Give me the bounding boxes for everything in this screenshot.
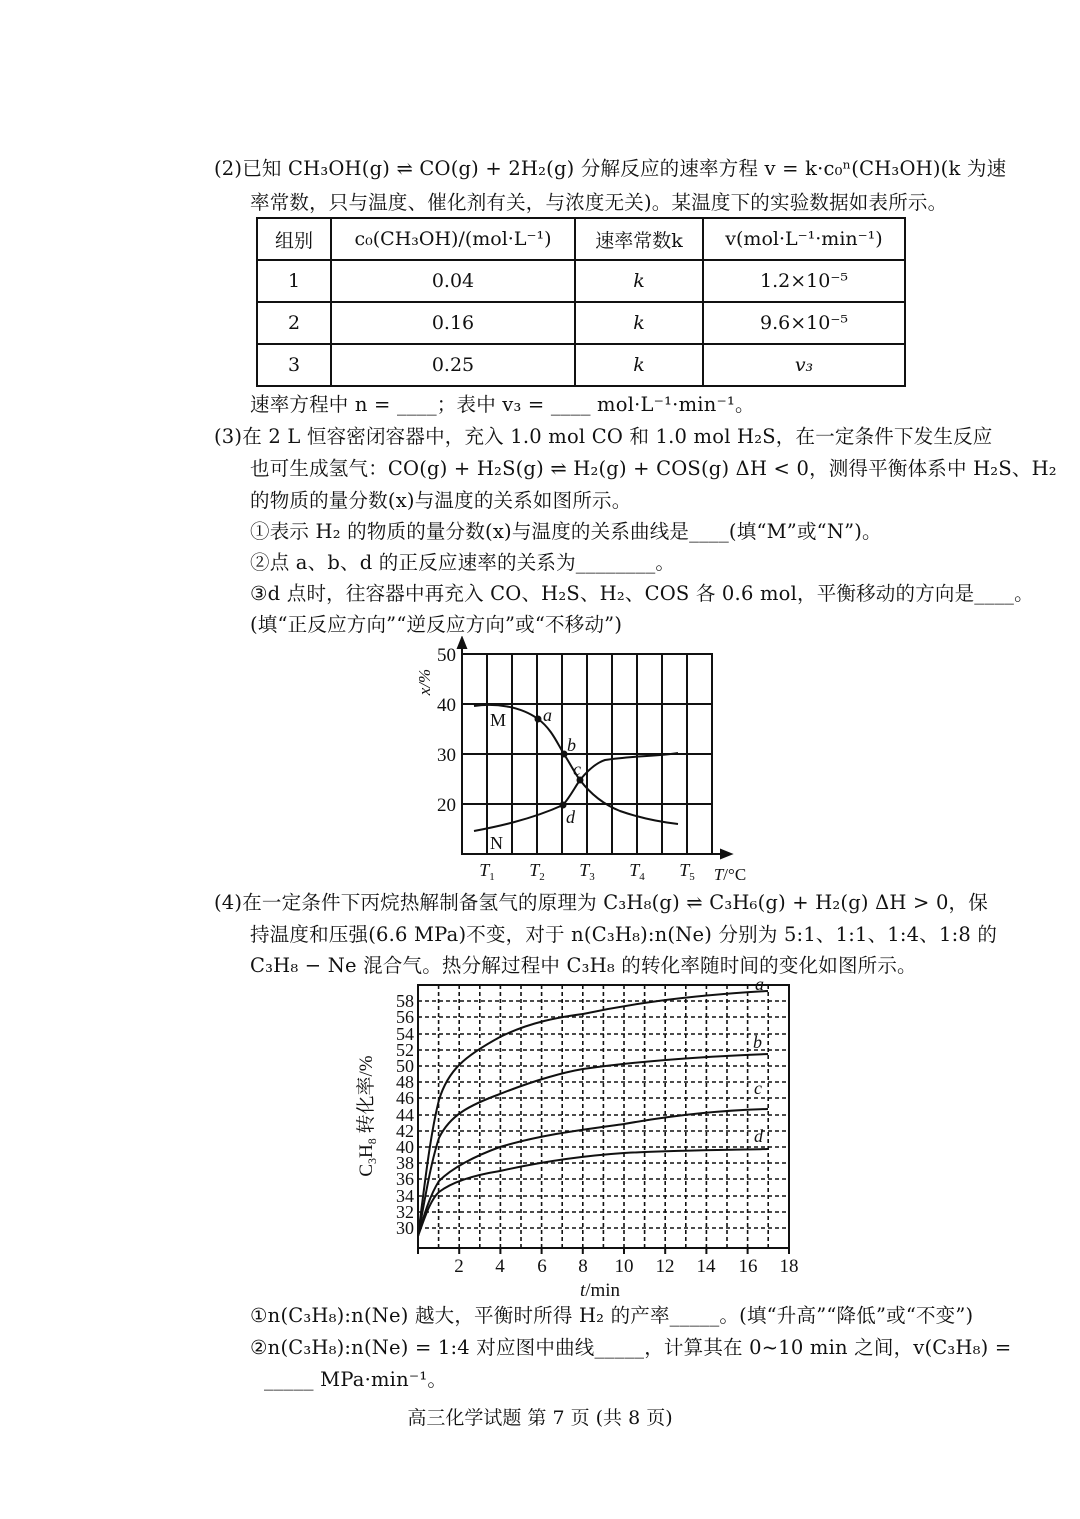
q4-line2: 持温度和压强(6.6 MPa)不变，对于 n(C₃H₈):n(Ne) 分别为 5:1、1:1、1:4、1:8 的 — [250, 923, 998, 946]
svg-text:T4: $T_4$ — [629, 860, 645, 883]
svg-text:30: 30 — [437, 745, 456, 766]
table-cell: 2 — [257, 302, 331, 344]
svg-text:d: d — [754, 1126, 763, 1146]
svg-text:c: c — [573, 759, 581, 779]
table-cell: 3 — [257, 344, 331, 386]
svg-text:2: 2 — [454, 1256, 464, 1277]
svg-text:N: N — [490, 833, 503, 853]
svg-text:T3: $T_3$ — [579, 860, 595, 883]
svg-text:44: 44 — [396, 1105, 414, 1125]
table-header: 速率常数k — [575, 218, 703, 260]
svg-text:58: 58 — [396, 991, 414, 1011]
svg-text:T5: $T_5$ — [679, 860, 695, 883]
q4-sub2: ②n(C₃H₈):n(Ne) = 1:4 对应图中曲线_____，计算其在 0~10 min 之间，v(C₃H₈) = — [250, 1336, 1012, 1359]
chart1-x-ticks — [479, 860, 746, 884]
svg-text:56: 56 — [396, 1007, 414, 1027]
q4-sub2-cont: _____ MPa·min⁻¹。 — [264, 1368, 448, 1391]
table-cell: 0.04 — [331, 260, 575, 302]
svg-text:c: c — [754, 1078, 762, 1098]
q3-line1: (3)在 2 L 恒容密闭容器中，充入 1.0 mol CO 和 1.0 mol H₂S，在一定条件下发生反应 — [214, 425, 993, 448]
table-row — [257, 260, 905, 302]
q4-sub1: ①n(C₃H₈):n(Ne) 越大，平衡时所得 H₂ 的产率_____。(填“升高”“降低”或“不变”) — [250, 1304, 974, 1327]
svg-text:M: M — [490, 710, 507, 730]
svg-text:48: 48 — [396, 1072, 414, 1092]
chart2-x-label: t/min — [579, 1280, 621, 1300]
q2-line1: (2)已知 CH₃OH(g) ⇌ CO(g) + 2H₂(g) 分解反应的速率方程 v = k·c₀ⁿ(CH₃OH)(k 为速 — [214, 157, 1007, 180]
svg-text:34: 34 — [396, 1186, 414, 1206]
q3-line3: 的物质的量分数(x)与温度的关系如图所示。 — [250, 489, 632, 512]
chart2-frame — [418, 985, 789, 1248]
table-row — [257, 302, 905, 344]
svg-text:32: 32 — [396, 1202, 414, 1222]
chart2-curve-labels — [753, 978, 764, 1146]
svg-text:8: 8 — [578, 1256, 588, 1277]
svg-text:14: 14 — [696, 1256, 716, 1277]
svg-text:a: a — [755, 978, 764, 994]
svg-text:a: a — [543, 705, 552, 725]
svg-text:30: 30 — [396, 1218, 414, 1238]
curve-d — [418, 1149, 768, 1236]
svg-text:T1: $T_1$ — [479, 860, 495, 883]
q2-answer-line: 速率方程中 n = ____；表中 v₃ = ____ mol·L⁻¹·min⁻¹。 — [250, 393, 755, 416]
svg-text:6: 6 — [537, 1256, 547, 1277]
table-cell: 0.16 — [331, 302, 575, 344]
svg-text:T/°C: T/°C — [713, 865, 747, 884]
point-a — [535, 716, 542, 723]
svg-text:20: 20 — [437, 795, 456, 816]
chart1-labels — [490, 705, 581, 853]
x-axis-arrow-icon — [721, 850, 731, 858]
rate-data-table — [256, 217, 906, 387]
svg-text:40: 40 — [437, 695, 456, 716]
q2-line2: 率常数，只与温度、催化剂有关，与浓度无关)。某温度下的实验数据如表所示。 — [250, 191, 948, 214]
svg-text:50: 50 — [396, 1056, 414, 1076]
svg-text:46: 46 — [396, 1088, 414, 1108]
chart-propane-conversion-vs-time — [340, 978, 810, 1300]
table-header: 组别 — [257, 218, 331, 260]
svg-text:d: d — [566, 807, 575, 827]
q3-line2: 也可生成氢气：CO(g) + H₂S(g) ⇌ H₂(g) + COS(g) ΔH < 0，测得平衡体系中 H₂S、H₂ — [250, 457, 1057, 480]
chart2-y-label: $C_3H_8$ 转化率/% — [356, 1055, 379, 1177]
table-header: v(mol·L⁻¹·min⁻¹) — [703, 218, 905, 260]
table-header-row — [257, 218, 905, 260]
table-cell: v₃ — [703, 344, 905, 386]
chart1-y-ticks — [437, 645, 456, 816]
svg-text:54: 54 — [396, 1024, 414, 1044]
svg-text:T2: $T_2$ — [529, 860, 545, 883]
svg-text:b: b — [753, 1032, 762, 1052]
svg-text:50: 50 — [437, 645, 456, 666]
table-cell: 1.2×10⁻⁵ — [703, 260, 905, 302]
svg-text:10: 10 — [614, 1256, 634, 1277]
chart2-y-ticks — [396, 991, 414, 1238]
svg-text:18: 18 — [779, 1256, 799, 1277]
svg-text:52: 52 — [396, 1040, 414, 1060]
table-cell: 9.6×10⁻⁵ — [703, 302, 905, 344]
page-footer: 高三化学试题 第 7 页 (共 8 页) — [407, 1407, 673, 1429]
table-row — [257, 344, 905, 386]
chart-mole-fraction-vs-temperature — [400, 636, 760, 884]
table-cell: 1 — [257, 260, 331, 302]
chart1-y-label: x/% — [415, 668, 434, 696]
chart2-x-ticks — [454, 1256, 798, 1277]
table-header: c₀(CH₃OH)/(mol·L⁻¹) — [331, 218, 575, 260]
curve-a — [418, 991, 768, 1236]
q3-sub2: ②点 a、b、d 的正反应速率的关系为________。 — [250, 551, 676, 574]
q3-sub1: ①表示 H₂ 的物质的量分数(x)与温度的关系曲线是____(填“M”或“N”)。 — [250, 520, 882, 543]
svg-text:12: 12 — [655, 1256, 675, 1277]
q4-line3: C₃H₈ − Ne 混合气。热分解过程中 C₃H₈ 的转化率随时间的变化如图所示。 — [250, 954, 917, 977]
svg-text:b: b — [567, 735, 576, 755]
table-cell: 0.25 — [331, 344, 575, 386]
svg-text:4: 4 — [495, 1256, 505, 1277]
table-cell: k — [575, 344, 703, 386]
y-axis-arrow-icon — [458, 638, 466, 648]
chart2-dashed-grid — [418, 985, 789, 1248]
svg-text:16: 16 — [738, 1256, 758, 1277]
q4-line1: (4)在一定条件下丙烷热解制备氢气的原理为 C₃H₈(g) ⇌ C₃H₆(g) + H₂(g) ΔH > 0，保 — [214, 891, 988, 914]
svg-text:36: 36 — [396, 1169, 414, 1189]
chart2-curves — [418, 991, 768, 1236]
svg-text:38: 38 — [396, 1153, 414, 1173]
table-cell: k — [575, 260, 703, 302]
curve-c — [418, 1109, 768, 1236]
svg-text:42: 42 — [396, 1121, 414, 1141]
table-cell: k — [575, 302, 703, 344]
q3-sub3-note: (填“正反应方向”“逆反应方向”或“不移动”) — [250, 613, 623, 636]
q3-sub3: ③d 点时，往容器中再充入 CO、H₂S、H₂、COS 各 0.6 mol，平衡移动的方向是____。 — [250, 582, 1034, 605]
svg-text:40: 40 — [396, 1137, 414, 1157]
